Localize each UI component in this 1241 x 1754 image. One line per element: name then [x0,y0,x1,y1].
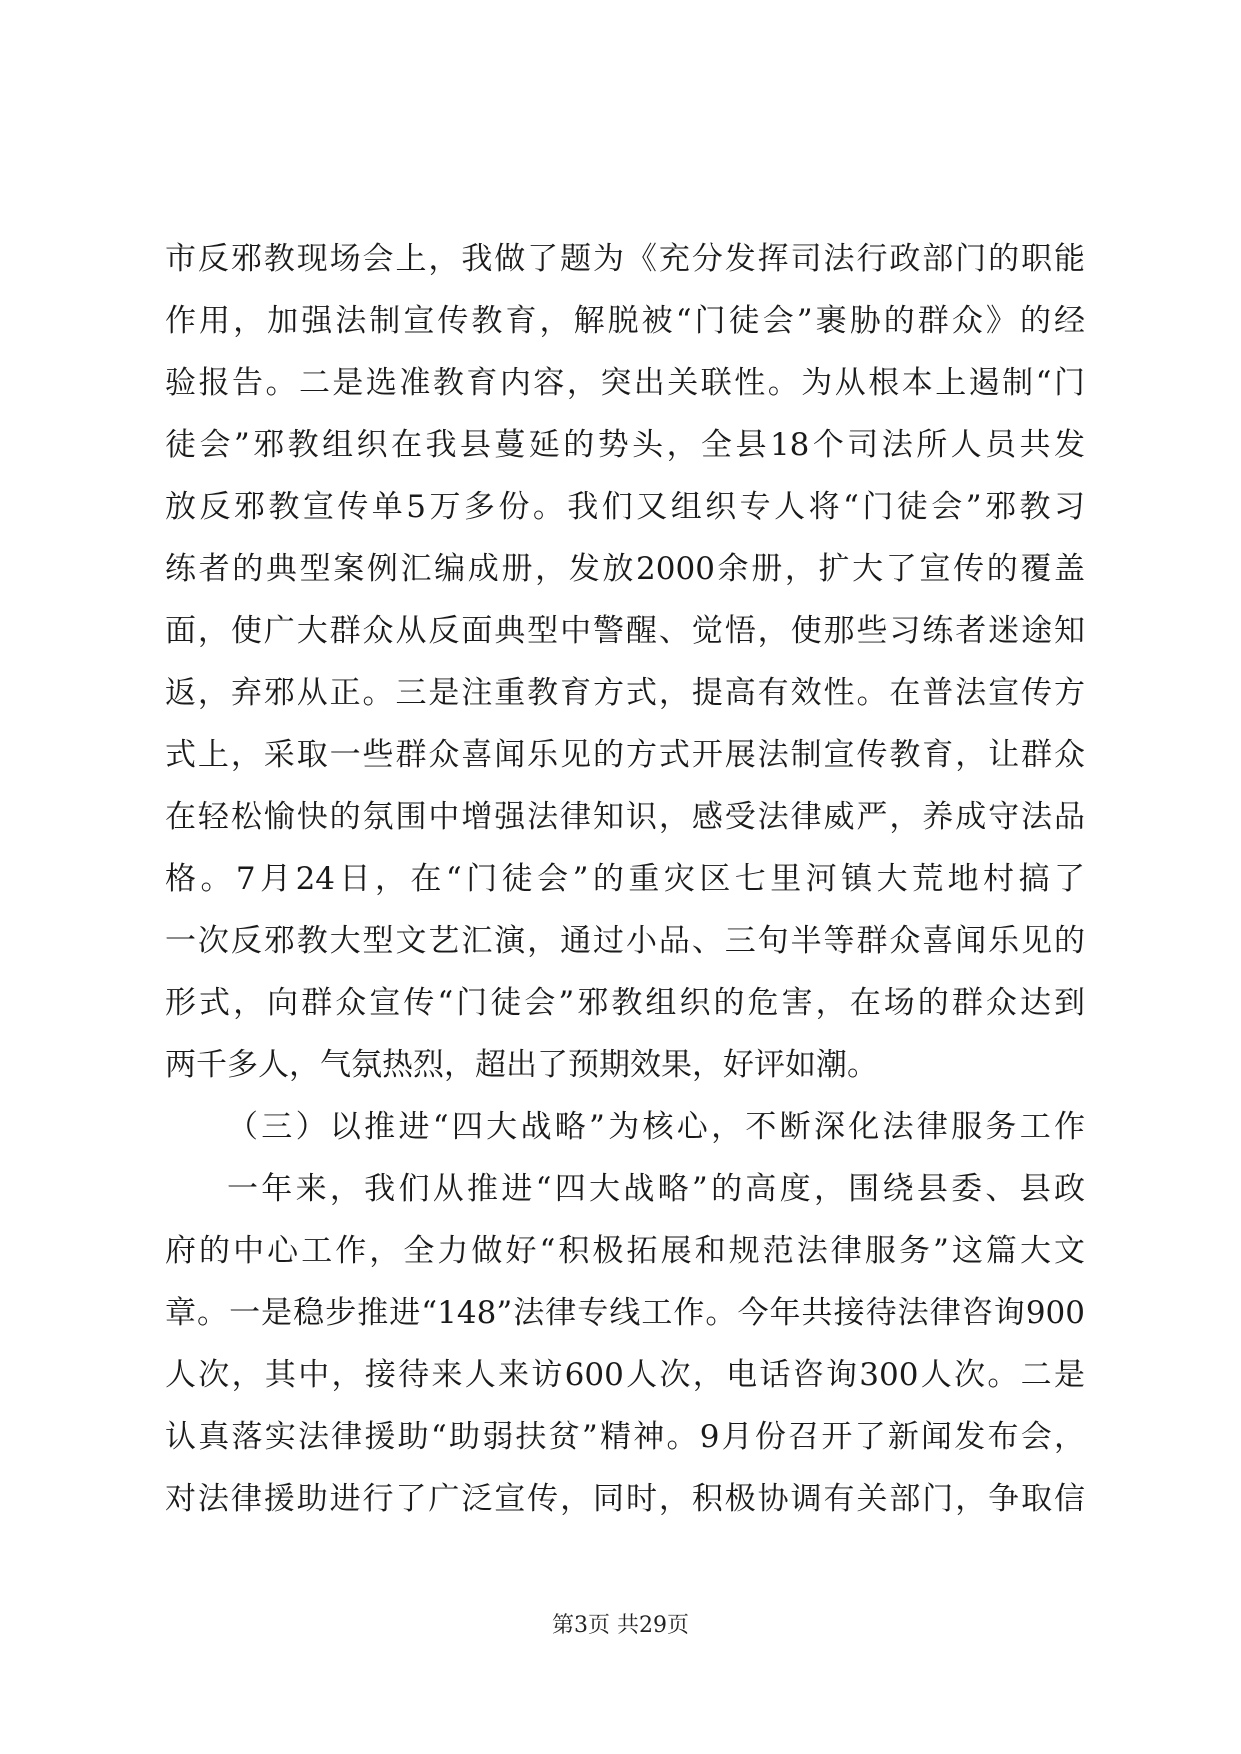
section-heading: （三）以推进“四大战略”为核心，不断深化法律服务工作 [227,1109,1085,1145]
text-line: 人次，其中，接待来人来访600人次，电话咨询300人次。二是 [165,1357,1085,1393]
text-line: 面，使广大群众从反面典型中警醒、觉悟，使那些习练者迷途知 [165,613,1085,649]
text-line: 式上，采取一些群众喜闻乐见的方式开展法制宣传教育，让群众 [165,737,1085,773]
text-line: 徒会”邪教组织在我县蔓延的势头，全县18个司法所人员共发 [165,427,1085,463]
text-line: 放反邪教宣传单5万多份。我们又组织专人将“门徒会”邪教习 [165,489,1085,525]
text-line: 形式，向群众宣传“门徒会”邪教组织的危害，在场的群众达到 [165,985,1085,1021]
text-line: 一年来，我们从推进“四大战略”的高度，围绕县委、县政 [227,1171,1085,1207]
text-line: 练者的典型案例汇编成册，发放2000余册，扩大了宣传的覆盖 [165,551,1085,587]
text-line: 作用，加强法制宣传教育，解脱被“门徒会”裹胁的群众》的经 [165,303,1085,339]
text-line: 返，弃邪从正。三是注重教育方式，提高有效性。在普法宣传方 [165,675,1085,711]
body-text [165,228,1085,1530]
text-line: 两千多人，气氛热烈，超出了预期效果，好评如潮。 [165,1047,878,1083]
text-line: 府的中心工作，全力做好“积极拓展和规范法律服务”这篇大文 [165,1233,1085,1269]
text-line: 市反邪教现场会上，我做了题为《充分发挥司法行政部门的职能 [165,241,1085,277]
text-line: 认真落实法律援助“助弱扶贫”精神。9月份召开了新闻发布会， [165,1419,1085,1455]
text-line: 格。7月24日，在“门徒会”的重灾区七里河镇大荒地村搞了 [165,861,1085,897]
text-line: 验报告。二是选准教育内容，突出关联性。为从根本上遏制“门 [165,365,1085,401]
text-line: 一次反邪教大型文艺汇演，通过小品、三句半等群众喜闻乐见的 [165,923,1085,959]
text-line: 对法律援助进行了广泛宣传，同时，积极协调有关部门，争取信 [165,1481,1085,1517]
text-line: 在轻松愉快的氛围中增强法律知识，感受法律威严，养成守法品 [165,799,1085,835]
page-number-footer: 第3页 共29页 [552,1613,689,1638]
text-line: 章。一是稳步推进“148”法律专线工作。今年共接待法律咨询900 [165,1295,1085,1331]
